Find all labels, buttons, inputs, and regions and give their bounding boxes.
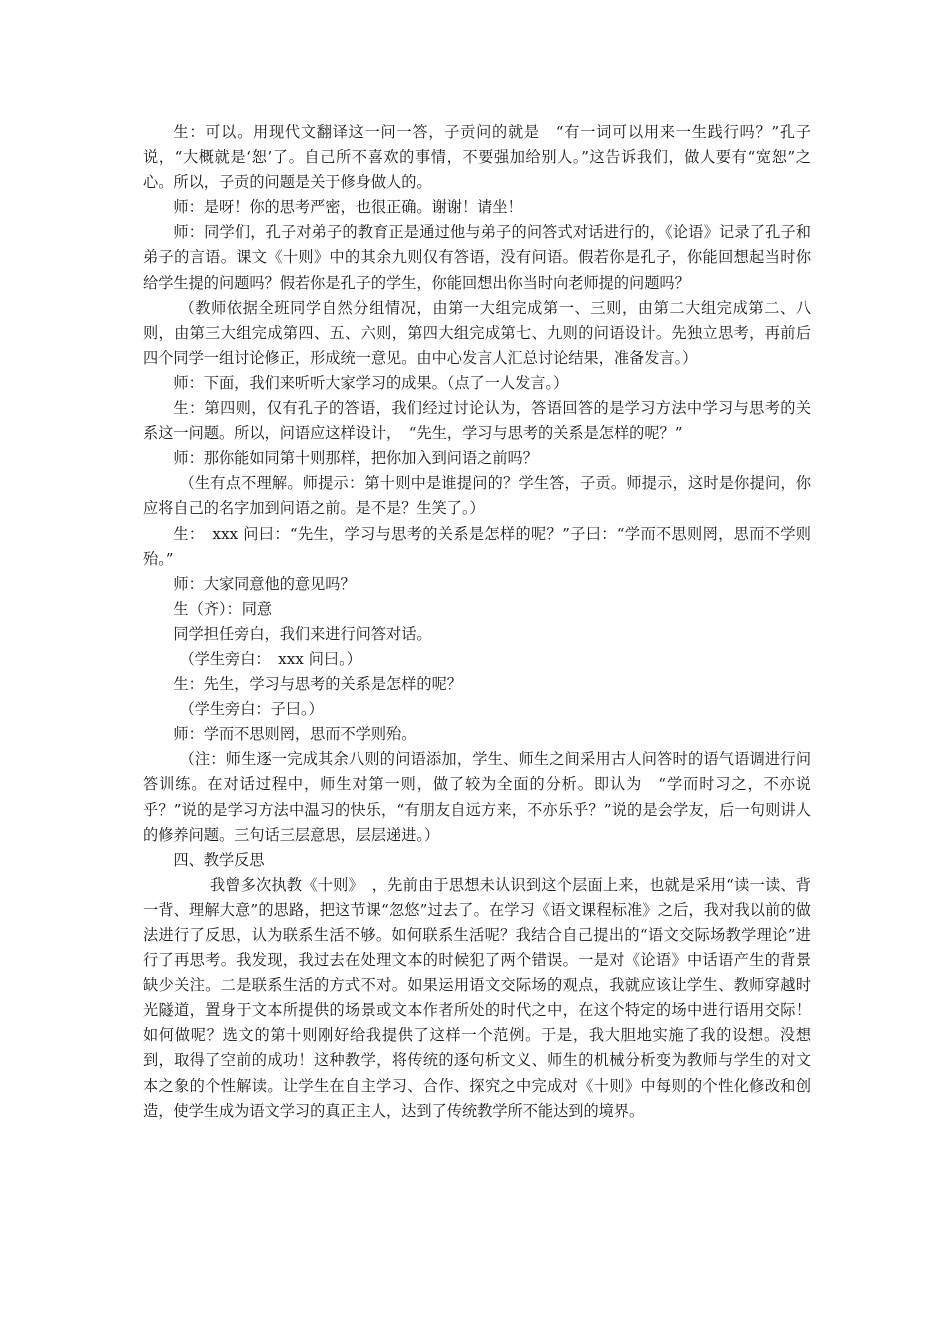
paragraph-teacher-hint: （生有点不理解。师提示：第十则中是谁提问的？学生答，子贡。师提示，这时是你提问，你应将自己的名字加到问语之前。是不是？生笑了。） xyxy=(143,474,811,518)
paragraph-student-answer: 生： xxx 问曰：“先生，学习与思考的关系是怎样的呢？”子曰：“学而不思则罔，思而不学则殆。” xyxy=(143,524,811,568)
paragraph-teacher-question: 师：同学们，孔子对弟子的教育正是通过他与弟子的问答式对话进行的，《论语》记录了孔子和弟子的言语。课文《十则》中的其余九则仅有答语，没有问语。假若你是孔子，你能回想起当时你给学生提的问题吗？假若你是孔子的学生，你能回想出你当时向老师提的问题吗？ xyxy=(143,223,811,292)
paragraph-student-question: 生：先生，学习与思考的关系是怎样的呢？ xyxy=(173,675,462,694)
paragraph-group-instructions: （教师依据全班同学自然分组情况，由第一大组完成第一、三则，由第二大组完成第二、八则，由第三大组完成第四、五、六则，第四大组完成第七、九则的问语设计。先独立思考，再前后四个同学一组讨论修正，形成统一意见。由中心发言人汇总讨论结果，准备发言。） xyxy=(143,298,811,367)
paragraph-note: （注：师生逐一完成其余八则的问语添加，学生、师生之间采用古人问答时的语气语调进行问答训练。在对话过程中，师生对第一则，做了较为全面的分析。即认为 “学而时习之，不亦说乎？”说的是学习方法中温习的快乐，“有朋友自远方来，不亦乐乎？”说的是会学友，后一句则讲人的修养问题。三句话三层意思，层层递进。） xyxy=(143,750,811,844)
paragraph-narration-1: （学生旁白： xxx 问曰。） xyxy=(179,649,362,668)
paragraph-teacher-praise: 师：是呀！你的思考严密，也很正确。谢谢！请坐！ xyxy=(173,198,523,217)
paragraph-student-fourth-rule: 生：第四则，仅有孔子的答语，我们经过讨论认为，答语回答的是学习方法中学习与思考的关系这一问题。所以，问语应这样设计， “先生，学习与思考的关系是怎样的呢？” xyxy=(143,399,811,443)
paragraph-teacher-answer: 师：学而不思则罔，思而不学则殆。 xyxy=(173,725,417,744)
paragraph-narration-2: （学生旁白：子曰。） xyxy=(179,700,324,719)
paragraph-narration-setup: 同学担任旁白，我们来进行问答对话。 xyxy=(173,624,432,643)
document-body xyxy=(143,120,811,1124)
paragraph-teacher-listen: 师：下面，我们来听听大家学习的成果。（点了一人发言。） xyxy=(173,373,569,392)
paragraph-student-translation: 生：可以。用现代文翻译这一问一答，子贡问的就是 “有一词可以用来一生践行吗？”孔子说，“大概就是‘恕’了。自己所不喜欢的事情，不要强加给别人。”这告诉我们，做人要有“宽恕”之心。所以，子贡的问题是关于修身做人的。 xyxy=(143,123,811,192)
paragraph-students-agree: 生（齐）：同意 xyxy=(173,599,273,618)
section-heading-reflection: 四、教学反思 xyxy=(173,850,265,869)
paragraph-reflection: 我曾多次执教《十则》 ，先前由于思想未认识到这个层面上来，也就是采用“读一读、背一背、理解大意”的思路，把这节课“忽悠”过去了。在学习《语文课程标准》之后，我对我以前的做法进行了反思，认为联系生活不够。如何联系生活呢？我结合自己提出的“语文交际场教学理论”进行了再思考。我发现，我过去在处理文本的时候犯了两个错误。一是对《论语》中话语产生的背景缺少关注。二是联系生活的方式不对。如果运用语文交际场的观点，我就应该让学生、教师穿越时光隧道，置身于文本所提供的场景或文本作者所处的时代之中，在这个特定的场中进行语用交际！如何做呢？选文的第十则刚好给我提供了这样一个范例。于是，我大胆地实施了我的设想。没想到，取得了空前的成功！这种教学，将传统的逐句析文义、师生的机械分析变为教师与学生的对文本之象的个性解读。让学生在自主学习、合作、探究之中完成对《十则》中每则的个性化修改和创造，使学生成为语文学习的真正主人，达到了传统教学所不能达到的境界。 xyxy=(143,875,811,1120)
paragraph-teacher-prompt: 师：那你能如同第十则那样，把你加入到问语之前吗？ xyxy=(173,449,538,468)
paragraph-teacher-ask-agree: 师：大家同意他的意见吗？ xyxy=(173,574,356,593)
